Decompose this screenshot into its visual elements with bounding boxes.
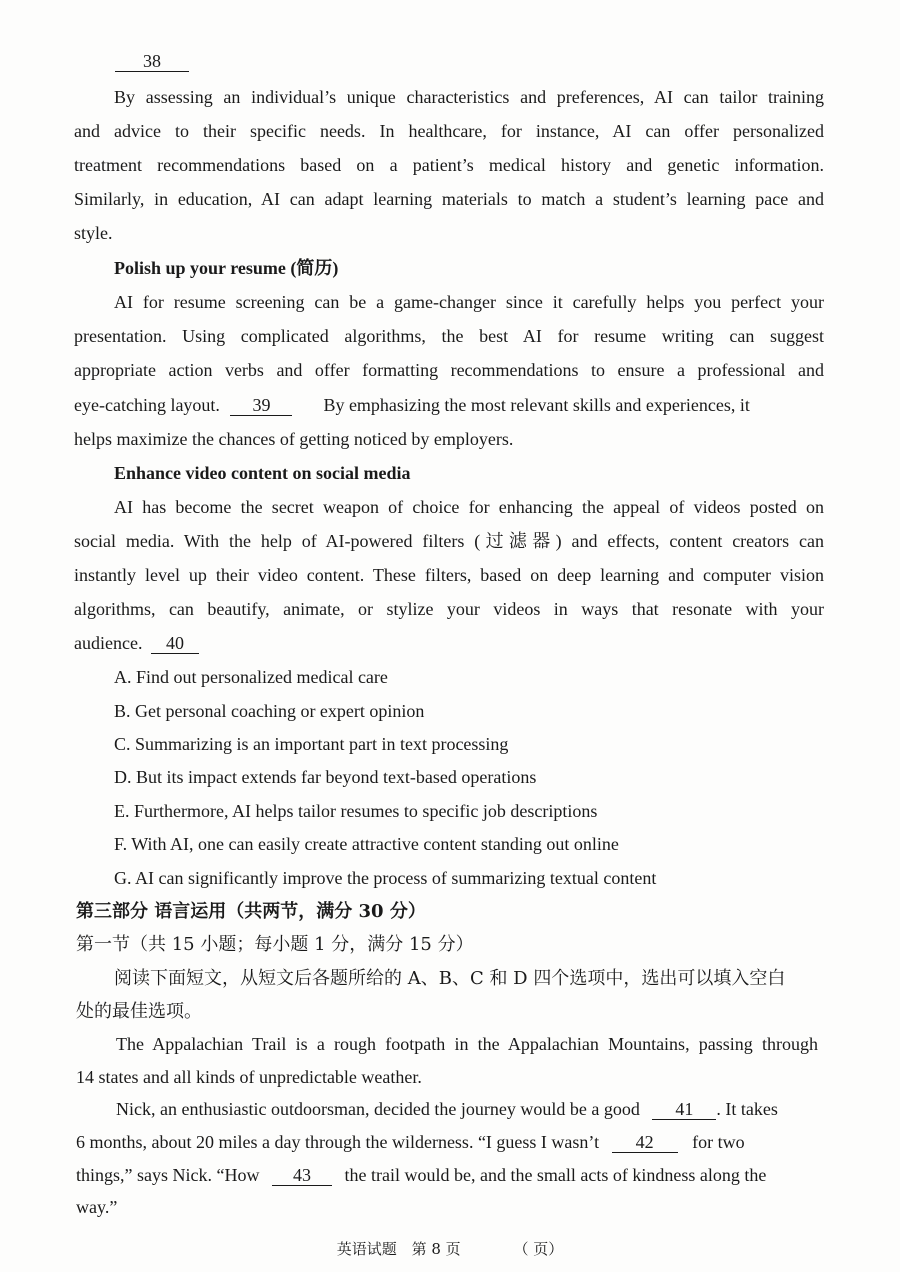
section-heading: Polish up your resume (简历) bbox=[114, 258, 339, 278]
text-fragment: eye-catching layout. bbox=[74, 395, 220, 415]
text-fragment: audience. bbox=[74, 633, 143, 653]
text-line: 14 states and all kinds of unpredictable weather. bbox=[76, 1067, 422, 1087]
option-g: G. AI can significantly improve the process of summarizing textual content bbox=[114, 868, 657, 888]
text-fragment: Nick, an enthusiastic outdoorsman, decided the journey would be a good bbox=[116, 1099, 640, 1119]
option-f: F. With AI, one can easily create attractive content standing out online bbox=[114, 834, 619, 854]
text-fragment: the trail would be, and the small acts of kindness along the bbox=[344, 1165, 767, 1185]
text-line: and advice to their specific needs. In healthcare, for instance, AI can offer personalized bbox=[74, 121, 824, 141]
option-a: A. Find out personalized medical care bbox=[114, 667, 388, 687]
text-line: instantly level up their video content. These filters, based on deep learning and computer vision bbox=[74, 565, 824, 585]
instruction-line: 阅读下面短文，从短文后各题所给的 A、B、C 和 D 四个选项中，选出可以填入空白 bbox=[114, 968, 786, 989]
text-line: The Appalachian Trail is a rough footpath in the Appalachian Mountains, passing through bbox=[116, 1034, 818, 1054]
answer-blank: 42 bbox=[612, 1132, 678, 1153]
text-line bbox=[116, 1097, 778, 1121]
footer-total: （ 页） bbox=[513, 1240, 564, 1258]
text-line bbox=[74, 631, 199, 655]
blank-38-line bbox=[115, 49, 189, 73]
answer-blank: 39 bbox=[230, 395, 292, 416]
text-line: algorithms, can beautify, animate, or stylize your videos in ways that resonate with your bbox=[74, 599, 824, 619]
text-line: Similarly, in education, AI can adapt learning materials to match a student’s learning pace and bbox=[74, 189, 824, 209]
text-fragment: By emphasizing the most relevant skills and experiences, it bbox=[323, 395, 750, 415]
text-line: helps maximize the chances of getting noticed by employers. bbox=[74, 429, 514, 449]
option-c: C. Summarizing is an important part in text processing bbox=[114, 734, 509, 754]
footer-subject: 英语试题 bbox=[336, 1240, 397, 1258]
text-fragment: . It takes bbox=[716, 1099, 778, 1119]
text-fragment: 6 months, about 20 miles a day through the wilderness. “I guess I wasn’t bbox=[76, 1132, 600, 1152]
text-line: social media. With the help of AI-powered filters (过滤器) and effects, content creators can bbox=[74, 531, 824, 551]
text-line bbox=[74, 393, 750, 417]
part-heading: 第三部分 语言运用（共两节，满分 30 分） bbox=[76, 901, 426, 922]
text-line: By assessing an individual’s unique characteristics and preferences, AI can tailor training bbox=[114, 87, 824, 107]
answer-blank: 41 bbox=[652, 1099, 716, 1120]
text-line bbox=[76, 1163, 766, 1187]
footer-page: 第 8 页 bbox=[411, 1240, 461, 1258]
answer-blank: 43 bbox=[272, 1165, 332, 1186]
answer-blank: 38 bbox=[115, 51, 189, 72]
section-heading: Enhance video content on social media bbox=[114, 463, 411, 483]
text-line: way.” bbox=[76, 1197, 118, 1217]
instruction-line: 处的最佳选项。 bbox=[76, 1001, 202, 1022]
option-e: E. Furthermore, AI helps tailor resumes to specific job descriptions bbox=[114, 801, 598, 821]
text-line: presentation. Using complicated algorithms, the best AI for resume writing can suggest bbox=[74, 326, 824, 346]
text-line: AI for resume screening can be a game-changer since it carefully helps you perfect your bbox=[114, 292, 824, 312]
answer-blank: 40 bbox=[151, 633, 199, 654]
option-b: B. Get personal coaching or expert opinion bbox=[114, 701, 425, 721]
text-fragment: things,” says Nick. “How bbox=[76, 1165, 260, 1185]
option-d: D. But its impact extends far beyond text-based operations bbox=[114, 767, 537, 787]
section-heading: 第一节（共 15 小题；每小题 1 分，满分 15 分） bbox=[76, 934, 474, 955]
text-line: treatment recommendations based on a patient’s medical history and genetic information. bbox=[74, 155, 824, 175]
text-line: AI has become the secret weapon of choice for enhancing the appeal of videos posted on bbox=[114, 497, 824, 517]
text-line bbox=[76, 1130, 745, 1154]
text-line: style. bbox=[74, 223, 113, 243]
page-footer bbox=[0, 1238, 900, 1259]
text-line: appropriate action verbs and offer formatting recommendations to ensure a professional and bbox=[74, 360, 824, 380]
text-fragment: for two bbox=[692, 1132, 745, 1152]
